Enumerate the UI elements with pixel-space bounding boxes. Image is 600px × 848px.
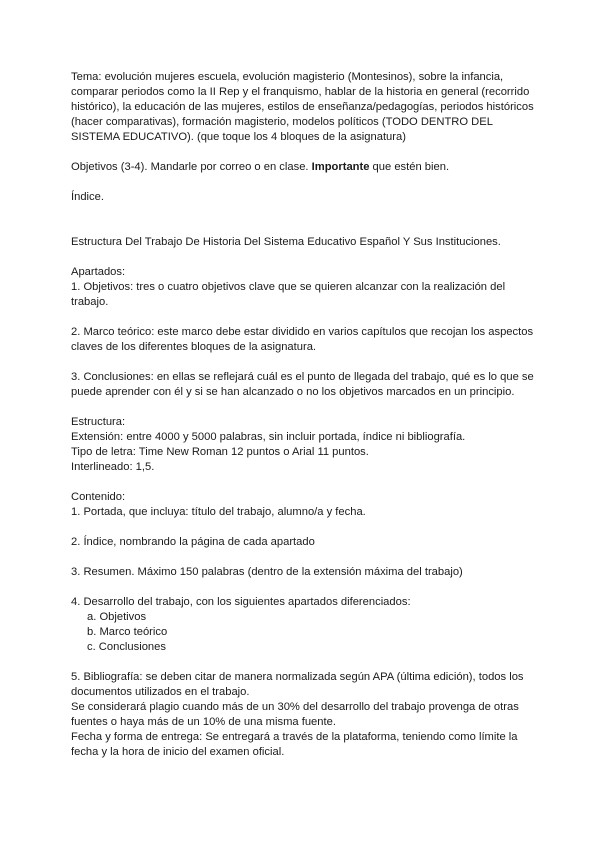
contenido-heading: Contenido: bbox=[71, 491, 126, 503]
estructura-tipo-letra: Tipo de letra: Time New Roman 12 puntos o Arial 11 puntos. bbox=[71, 446, 369, 458]
objetivos-note-end: que estén bien. bbox=[369, 161, 450, 173]
desarrollo-sublist bbox=[71, 610, 536, 655]
estructura-extension: Extensión: entre 4000 y 5000 palabras, sin incluir portada, índice ni bibliografía. bbox=[71, 431, 466, 443]
importante-emphasis: Importante bbox=[311, 161, 370, 173]
plagio-note: Se considerará plagio cuando más de un 30% del desarrollo del trabajo provenga de otras fuentes o haya más de un 10% de una misma fuente. bbox=[71, 701, 519, 728]
apartado-marco-teorico: 2. Marco teórico: este marco debe estar dividido en varios capítulos que recojan los aspectos claves de los diferentes bloques de la asignatura. bbox=[71, 326, 534, 353]
contenido-resumen: 3. Resumen. Máximo 150 palabras (dentro de la extensión máxima del trabajo) bbox=[71, 566, 463, 578]
sublist-item-conclusiones: c. Conclusiones bbox=[87, 641, 166, 653]
contenido-indice: 2. Índice, nombrando la página de cada apartado bbox=[71, 536, 315, 548]
estructura-interlineado: Interlineado: 1,5. bbox=[71, 461, 155, 473]
entrega-note: Fecha y forma de entrega: Se entregará a través de la plataforma, teniendo como límite la fecha y la hora de inicio del examen oficial. bbox=[71, 731, 518, 758]
document-title: Estructura Del Trabajo De Historia Del Sistema Educativo Español Y Sus Instituciones. bbox=[71, 236, 501, 248]
apartados-heading: Apartados: bbox=[71, 266, 126, 278]
objetivos-note bbox=[71, 160, 536, 175]
tema-paragraph: Tema: evolución mujeres escuela, evolución magisterio (Montesinos), sobre la infancia, comparar periodos como la II Rep y el franquismo, hablar de la historia en general (recorrido histórico), la educación de las mujeres, estilos de enseñanza/pedagogías, periodos históricos (hacer comparativas), formación magisterio, modelos políticos (TODO DENTRO DEL SISTEMA EDUCATIVO). (que toque los 4 bloques de la asignatura) bbox=[71, 71, 534, 143]
apartado-conclusiones: 3. Conclusiones: en ellas se reflejará cuál es el punto de llegada del trabajo, qué es lo que se puede aprender con él y si se han alcanzado o no los objetivos marcados en un principio. bbox=[71, 371, 534, 398]
contenido-portada: 1. Portada, que incluya: título del trabajo, alumno/a y fecha. bbox=[71, 506, 366, 518]
sublist-item-objetivos: a. Objetivos bbox=[87, 611, 147, 623]
objetivos-note-start: Objetivos (3-4). Mandarle por correo o en clase. bbox=[71, 161, 312, 173]
contenido-desarrollo: 4. Desarrollo del trabajo, con los siguientes apartados diferenciados: bbox=[71, 596, 411, 608]
apartado-objetivos: 1. Objetivos: tres o cuatro objetivos clave que se quieren alcanzar con la realización del trabajo. bbox=[71, 281, 506, 308]
sublist-item-marco-teorico: b. Marco teórico bbox=[87, 626, 168, 638]
contenido-bibliografia: 5. Bibliografía: se deben citar de manera normalizada según APA (última edición), todos los documentos utilizados en el trabajo. bbox=[71, 671, 524, 698]
estructura-heading: Estructura: bbox=[71, 416, 126, 428]
indice-note: Índice. bbox=[71, 191, 104, 203]
